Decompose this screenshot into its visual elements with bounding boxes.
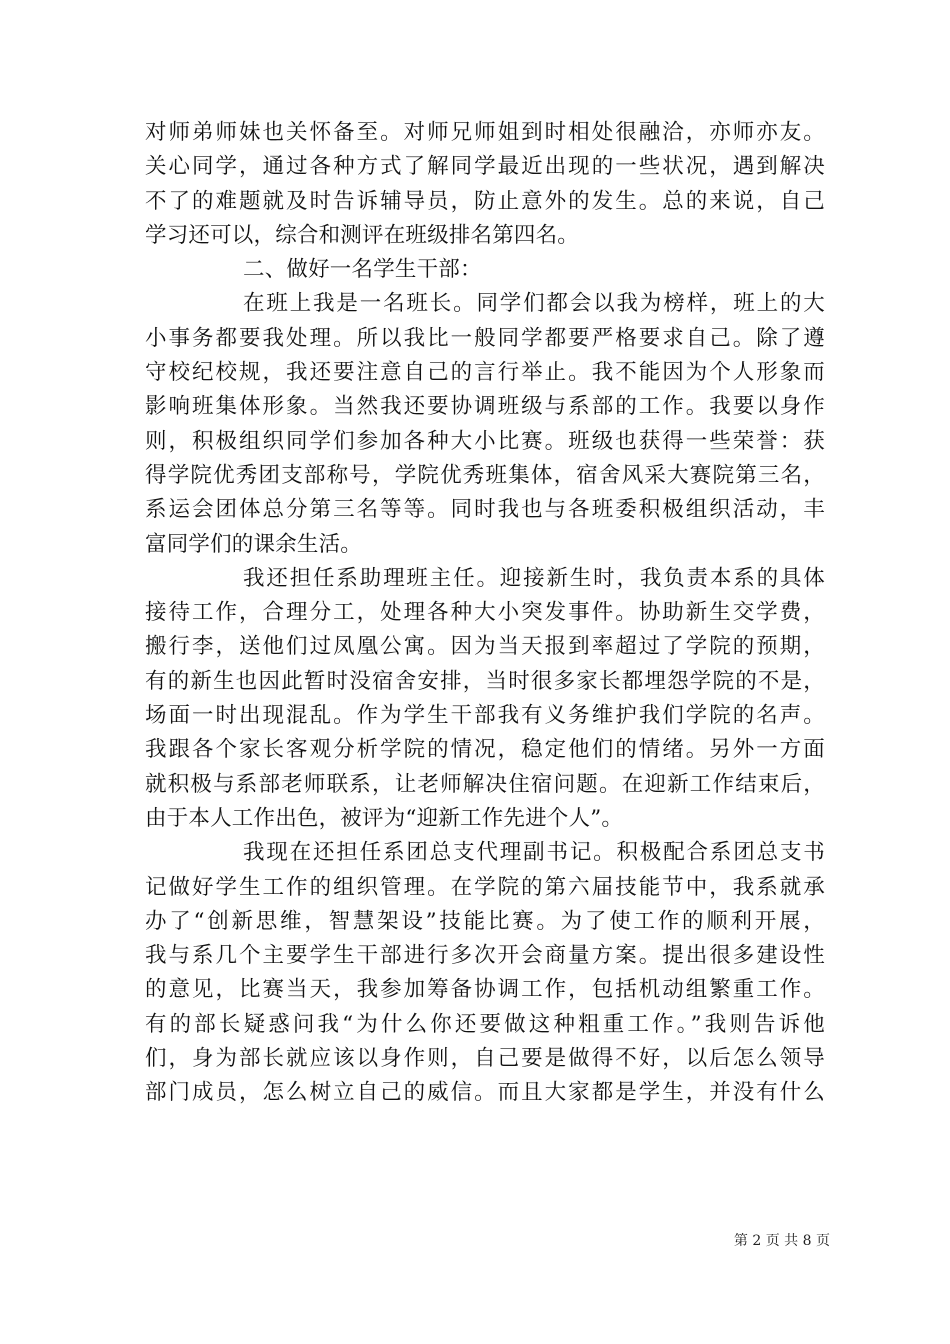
text-line: 则，积极组织同学们参加各种大小比赛。班级也获得一些荣誉：获 [145,428,825,454]
text-line: 关心同学，通过各种方式了解同学最近出现的一些状况，遇到解决 [145,154,825,180]
text-line: 二、做好一名学生干部： [243,257,482,283]
document-body [145,116,825,1111]
text-line: 不了的难题就及时告诉辅导员，防止意外的发生。总的来说，自己 [145,188,825,214]
page-footer [680,1230,830,1250]
text-line: 记做好学生工作的组织管理。在学院的第六届技能节中，我系就承 [145,874,825,900]
text-line: 系运会团体总分第三名等等。同时我也与各班委积极组织活动，丰 [145,497,825,523]
text-line: 场面一时出现混乱。作为学生干部我有义务维护我们学院的名声。 [145,703,825,729]
text-line: 部门成员，怎么树立自己的威信。而且大家都是学生，并没有什么 [145,1080,825,1106]
text-line: 守校纪校规，我还要注意自己的言行举止。我不能因为个人形象而 [145,360,825,386]
text-line: 有的部长疑惑问我“为什么你还要做这种粗重工作。”我则告诉他 [145,1011,825,1037]
text-line: 对师弟师妹也关怀备至。对师兄师姐到时相处很融洽，亦师亦友。 [145,120,825,145]
text-line: 接待工作，合理分工，处理各种大小突发事件。协助新生交学费， [145,600,825,626]
text-line: 我跟各个家长客观分析学院的情况，稳定他们的情绪。另外一方面 [145,737,825,763]
text-line: 在班上我是一名班长。同学们都会以我为榜样，班上的大 [243,291,825,317]
text-line: 搬行李，送他们过凤凰公寓。因为当天报到率超过了学院的预期， [145,634,825,660]
text-line: 富同学们的课余生活。 [145,531,363,557]
text-line: 我现在还担任系团总支代理副书记。积极配合系团总支书 [243,840,825,866]
text-line: 我还担任系助理班主任。迎接新生时，我负责本系的具体 [243,565,825,591]
page-number-label: 第 2 页 共 8 页 [733,1233,830,1249]
text-line: 有的新生也因此暂时没宿舍安排，当时很多家长都埋怨学院的不是， [145,668,825,694]
text-line: 就积极与系部老师联系，让老师解决住宿问题。在迎新工作结束后， [145,771,825,797]
text-line: 办了“创新思维，智慧架设”技能比赛。为了使工作的顺利开展， [145,908,825,934]
text-line: 我与系几个主要学生干部进行多次开会商量方案。提出很多建设性 [145,943,825,969]
text-line: 们，身为部长就应该以身作则，自己要是做得不好，以后怎么领导 [145,1046,825,1072]
text-line: 小事务都要我处理。所以我比一般同学都要严格要求自己。除了遵 [145,325,825,351]
text-line: 得学院优秀团支部称号，学院优秀班集体，宿舍风采大赛院第三名， [145,462,825,488]
text-line: 学习还可以，综合和测评在班级排名第四名。 [145,222,580,248]
text-line: 影响班集体形象。当然我还要协调班级与系部的工作。我要以身作 [145,394,825,420]
text-line: 的意见，比赛当天，我参加筹备协调工作，包括机动组繁重工作。 [145,977,825,1003]
text-line: 由于本人工作出色，被评为“迎新工作先进个人”。 [145,805,624,831]
